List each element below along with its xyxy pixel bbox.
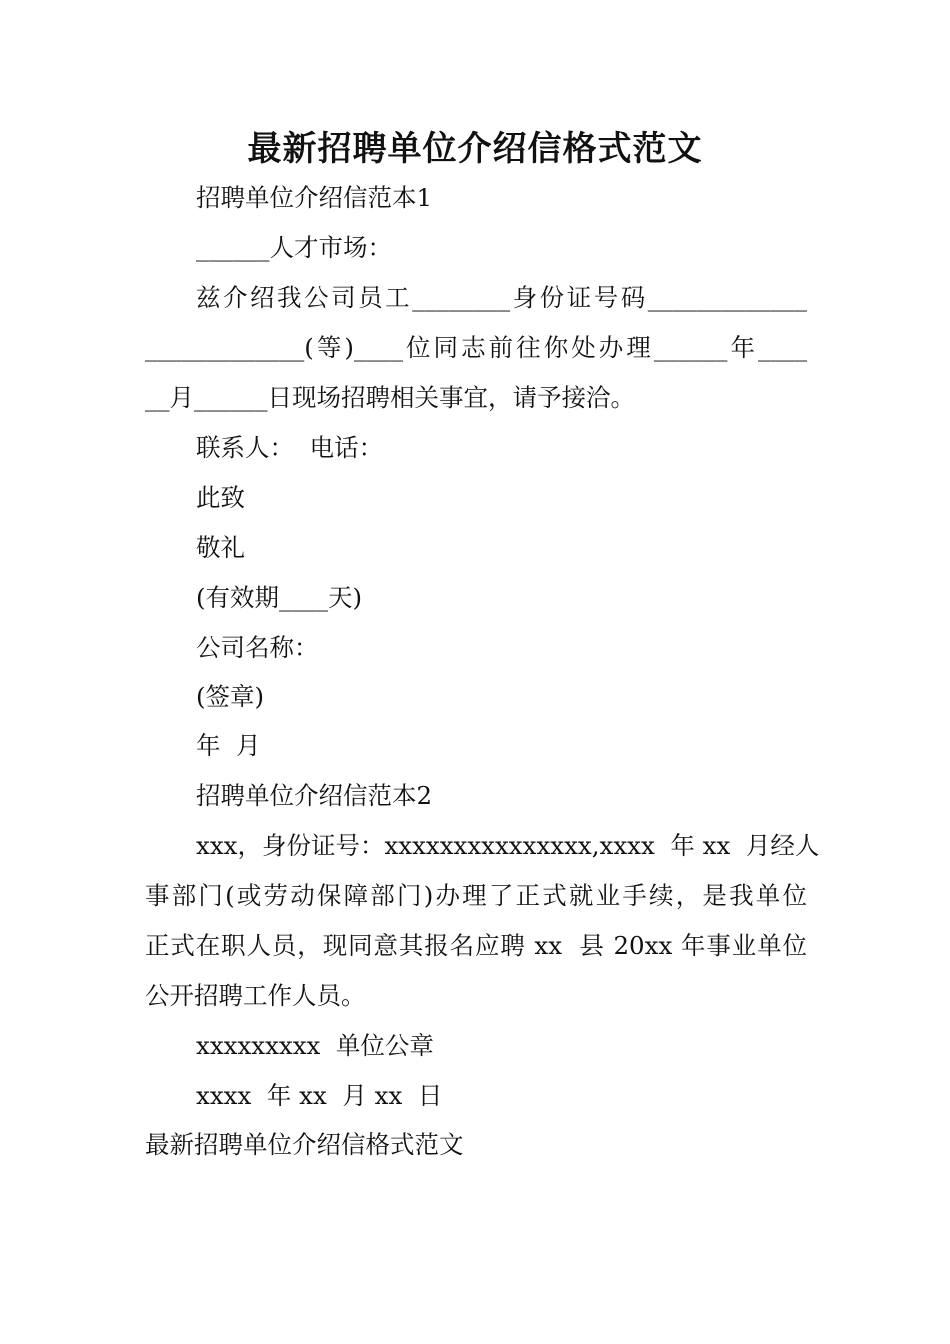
sample1-body-line1: 兹介绍我公司员工________身份证号码_____________ bbox=[196, 283, 807, 312]
sample1-closing1: 此致 bbox=[196, 483, 245, 512]
sample1-contact: 联系人： 电话： bbox=[196, 433, 384, 462]
document-title: 最新招聘单位介绍信格式范文 bbox=[247, 129, 703, 169]
sample1-company-name: 公司名称： bbox=[196, 633, 319, 662]
sample1-body-line2: _____________(等)____位同志前往你处办理______年____ bbox=[145, 333, 807, 362]
sample2-seal: xxxxxxxxx 单位公章 bbox=[196, 1031, 434, 1060]
sample2-body-line2: 事部门(或劳动保障部门)办理了正式就业手续，是我单位 bbox=[145, 881, 807, 910]
sample1-body-line3: __月______日现场招聘相关事宜，请予接洽。 bbox=[145, 383, 635, 412]
sample1-heading: 招聘单位介绍信范本1 bbox=[196, 183, 433, 212]
sample1-validity: (有效期____天) bbox=[196, 583, 363, 612]
sample2-body-line4: 公开招聘工作人员。 bbox=[145, 981, 366, 1010]
footer-title: 最新招聘单位介绍信格式范文 bbox=[145, 1130, 464, 1159]
sample1-seal: (签章) bbox=[196, 682, 265, 711]
sample1-salutation: ______人才市场： bbox=[196, 233, 392, 262]
sample2-body-line3: 正式在职人员，现同意其报名应聘 xx 县 20xx 年事业单位 bbox=[145, 931, 807, 960]
sample1-date: 年 月 bbox=[196, 731, 261, 760]
sample2-date: xxxx 年 xx 月 xx 日 bbox=[196, 1081, 443, 1110]
sample2-heading: 招聘单位介绍信范本2 bbox=[196, 781, 433, 810]
sample1-closing2: 敬礼 bbox=[196, 533, 245, 562]
sample2-body-line1: xxx，身份证号：xxxxxxxxxxxxxxx,xxxx 年 xx 月经人 bbox=[196, 831, 820, 860]
